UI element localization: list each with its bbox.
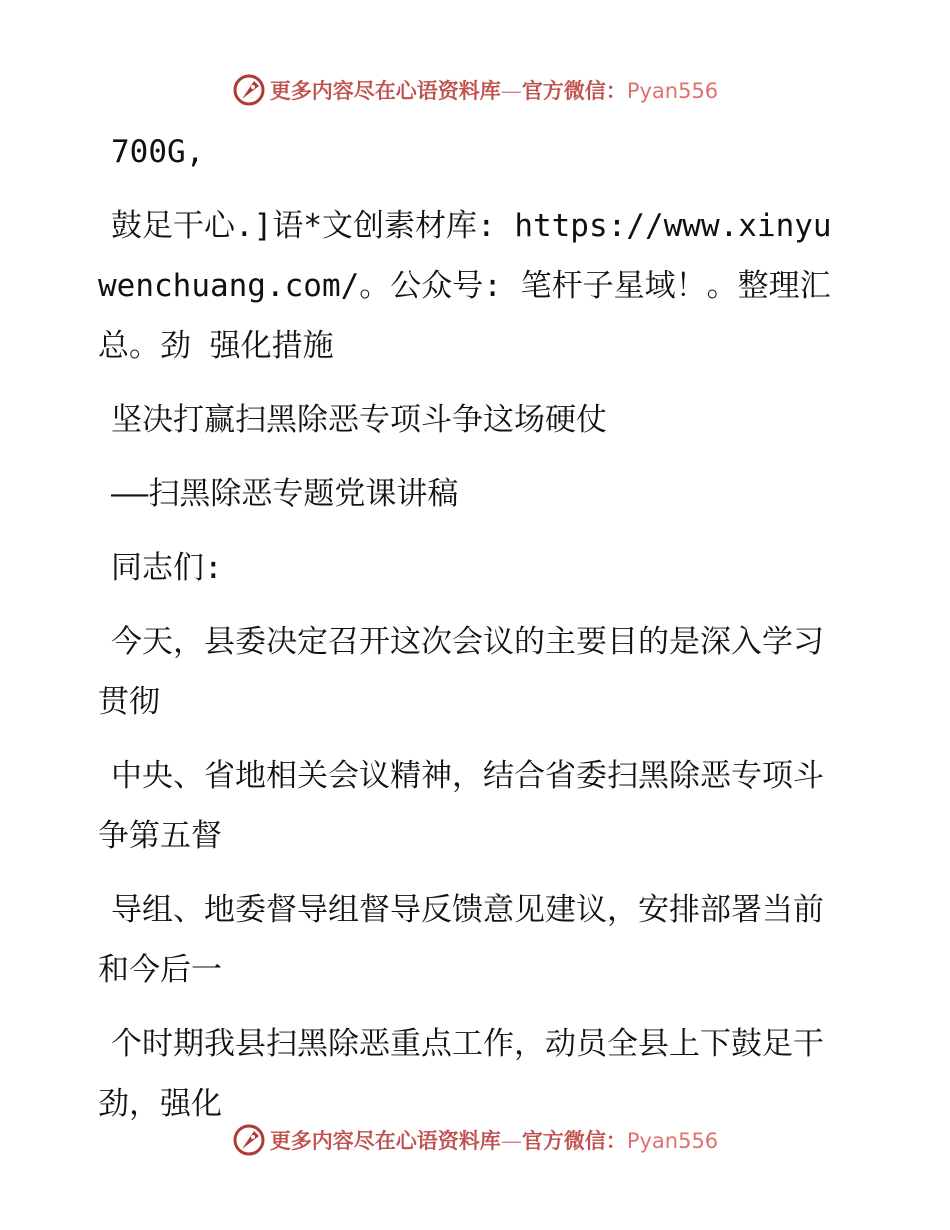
pen-nib-circle-icon — [232, 1123, 266, 1157]
paragraph: 700G, — [111, 134, 205, 170]
footer-watermark — [0, 1120, 950, 1160]
header-watermark — [0, 70, 950, 110]
paragraph: 个时期我县扫黑除恶重点工作，动员全县上下鼓足干劲，强化 — [98, 1026, 824, 1122]
watermark-text: 更多内容尽在心语资料库—官方微信：Pyan556 — [269, 78, 719, 103]
paragraph: 今天，县委决定召开这次会议的主要目的是深入学习贯彻 — [98, 624, 824, 720]
paragraph: ——扫黑除恶专题党课讲稿 — [111, 476, 459, 512]
document-body — [98, 122, 838, 1148]
paragraph: 导组、地委督导组督导反馈意见建议，安排部署当前和今后一 — [98, 892, 824, 988]
paragraph: 中央、省地相关会议精神，结合省委扫黑除恶专项斗争第五督 — [98, 758, 824, 854]
watermark-text: 更多内容尽在心语资料库—官方微信：Pyan556 — [269, 1128, 719, 1153]
pen-nib-circle-icon — [232, 73, 266, 107]
paragraph: 同志们: — [111, 550, 223, 586]
paragraph: 坚决打赢扫黑除恶专项斗争这场硬仗 — [111, 402, 607, 438]
paragraph: 鼓足干心.]语*文创素材库: https://www.xinyuwenchuang.com/。公众号: 笔杆子星域！。整理汇总。劲 强化措施 — [98, 208, 832, 364]
